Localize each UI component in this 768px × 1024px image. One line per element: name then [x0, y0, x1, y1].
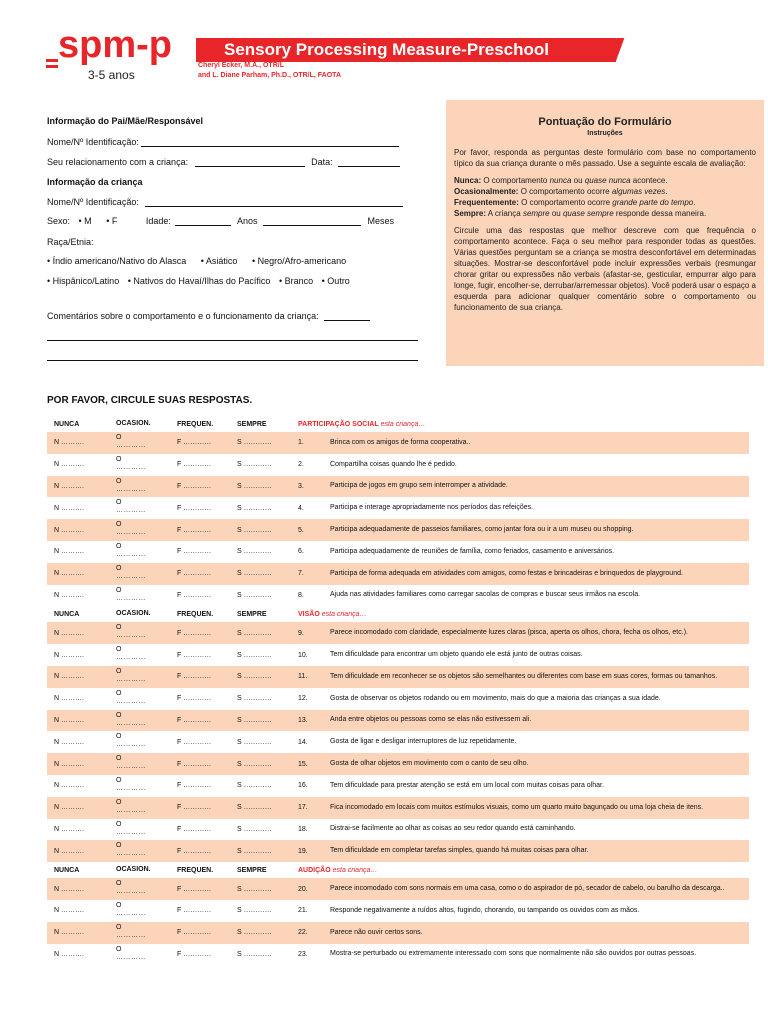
option-nunca[interactable]: N ………. [54, 629, 84, 637]
child-name-label: Nome/Nº Identificação: [47, 197, 139, 207]
option-ocasion[interactable]: O ………… [116, 798, 146, 814]
comments-row [47, 311, 370, 321]
option-ocasion[interactable]: O ………… [116, 499, 146, 515]
option-frequen[interactable]: F ………… [177, 825, 212, 833]
option-frequen[interactable]: F ………… [177, 629, 212, 637]
race-option-native-american[interactable]: • Índio americano/Nativo do Alasca [47, 256, 187, 266]
instructions-subtitle: Instruções [587, 130, 623, 137]
option-frequen[interactable]: F ………… [177, 504, 212, 512]
col-frequen: FREQUEN. [177, 610, 214, 618]
race-option-white[interactable]: • Branco [278, 276, 314, 286]
option-ocasion[interactable]: O ………… [116, 521, 146, 537]
col-ocasion: OCASION. [116, 420, 151, 427]
sex-label: Sexo: [47, 216, 71, 226]
option-frequen[interactable]: F ………… [177, 782, 212, 790]
option-frequen[interactable]: F ………… [177, 439, 212, 447]
option-nunca[interactable]: N ………. [54, 782, 84, 790]
option-frequen[interactable]: F ………… [177, 804, 212, 812]
option-sempre[interactable]: S ………… [237, 738, 272, 746]
instructions-intro: Por favor, responda as perguntas deste formulário com base no comportamento típico da sua criança durante o mês passado. Use a seguinte escala de avaliação: [454, 148, 756, 168]
logo-text: spm-p [58, 24, 172, 66]
option-ocasion[interactable]: O ………… [116, 564, 146, 580]
child-name-row [47, 197, 403, 207]
race-option-other[interactable]: • Outro [321, 276, 350, 286]
option-ocasion[interactable]: O ………… [116, 667, 146, 683]
comments-field-1[interactable] [324, 311, 370, 321]
section-header [47, 606, 749, 622]
option-frequen[interactable]: F ………… [177, 570, 212, 578]
option-nunca[interactable]: N ………. [54, 847, 84, 855]
option-frequen[interactable]: F ………… [177, 591, 212, 599]
option-frequen[interactable]: F ………… [177, 548, 212, 556]
option-nunca[interactable]: N ………. [54, 760, 84, 768]
option-nunca[interactable]: N ………. [54, 651, 84, 659]
scale-never: Nunca: O comportamento nunca ou quase nunca acontece. [454, 176, 668, 185]
option-sempre[interactable]: S ………… [237, 804, 272, 812]
item-text: Gosta de olhar objetos em movimento com o canto de seu olho. [330, 760, 529, 768]
item-number: 3. [298, 482, 304, 490]
relation-label: Seu relacionamento com a criança: [47, 157, 189, 167]
option-sempre[interactable]: S ………… [237, 695, 272, 703]
circle-responses-heading: POR FAVOR, CIRCULE SUAS RESPOSTAS. [47, 395, 253, 406]
months-label: Meses [367, 216, 394, 226]
option-ocasion[interactable]: O ………… [116, 711, 146, 727]
option-ocasion[interactable]: O ………… [116, 776, 146, 792]
option-frequen[interactable]: F ………… [177, 760, 212, 768]
age-years-field[interactable] [175, 216, 231, 226]
option-ocasion[interactable]: O ………… [116, 477, 146, 493]
section-header [47, 416, 749, 432]
table-row [47, 622, 749, 644]
option-sempre[interactable]: S ………… [237, 716, 272, 724]
option-nunca[interactable]: N ………. [54, 804, 84, 812]
table-row [47, 666, 749, 688]
item-text: Participa adequadamente de reuniões de família, como feriados, casamento e aniversários. [330, 547, 615, 555]
relation-row [47, 157, 400, 167]
race-row-1 [47, 256, 346, 266]
item-number: 18. [298, 825, 308, 833]
col-nunca: NUNCA [54, 610, 80, 618]
authors-line-2: and L. Diane Parham, Ph.D., OTR/L, FAOTA [198, 72, 341, 79]
item-text: Responde negativamente a ruídos altos, fugindo, chorando, ou tampando os ouvidos com as mãos. [330, 906, 640, 914]
race-label: Raça/Etnia: [47, 237, 94, 247]
item-number: 20. [298, 885, 308, 893]
item-text: Tem dificuldade para prestar atenção se está em um local com muitas coisas para olhar. [330, 781, 604, 789]
option-frequen[interactable]: F ………… [177, 695, 212, 703]
option-nunca[interactable]: N ………. [54, 885, 84, 893]
item-number: 4. [298, 504, 304, 512]
item-number: 10. [298, 651, 308, 659]
option-ocasion[interactable]: O ………… [116, 733, 146, 749]
item-number: 21. [298, 907, 308, 915]
comments-field-2[interactable] [47, 340, 418, 341]
col-sempre: SEMPRE [237, 420, 267, 428]
item-number: 11. [298, 673, 308, 681]
item-number: 13. [298, 716, 308, 724]
years-label: Anos [236, 216, 258, 226]
option-sempre[interactable]: S ………… [237, 526, 272, 534]
instructions-panel [446, 100, 764, 366]
item-number: 15. [298, 760, 308, 768]
option-sempre[interactable]: S ………… [237, 439, 272, 447]
item-text: Tem dificuldade em completar tarefas simples, quando há muitas coisas para olhar. [330, 847, 589, 855]
item-number: 8. [298, 591, 304, 599]
option-sempre[interactable]: S ………… [237, 885, 272, 893]
col-sempre: SEMPRE [237, 610, 267, 618]
parent-name-label: Nome/Nº Identificação: [47, 137, 139, 147]
item-text: Gosta de ligar e desligar interruptores de luz repetidamente. [330, 738, 517, 746]
table-row [47, 476, 749, 498]
table-row [47, 519, 749, 541]
option-sempre[interactable]: S ………… [237, 760, 272, 768]
option-nunca[interactable]: N ………. [54, 482, 84, 490]
option-sempre[interactable]: S ………… [237, 907, 272, 915]
child-name-field[interactable] [145, 197, 403, 207]
option-frequen[interactable]: F ………… [177, 482, 212, 490]
option-ocasion[interactable]: O ………… [116, 842, 146, 858]
child-heading: Informação da criança [47, 177, 143, 187]
table-row [47, 688, 749, 710]
option-ocasion[interactable]: O ………… [116, 945, 146, 961]
option-sempre[interactable]: S ………… [237, 651, 272, 659]
option-sempre[interactable]: S ………… [237, 504, 272, 512]
col-ocasion: OCASION. [116, 866, 151, 874]
sex-f-option[interactable]: • F [106, 216, 118, 226]
logo [44, 26, 172, 64]
option-ocasion[interactable]: O ………… [116, 901, 146, 917]
table-row [47, 710, 749, 732]
item-number: 23. [298, 950, 308, 958]
table-row [47, 900, 749, 922]
sex-age-row [47, 216, 394, 226]
option-ocasion[interactable]: O ………… [116, 689, 146, 705]
option-nunca[interactable]: N ………. [54, 825, 84, 833]
race-option-pacific[interactable]: • Nativos do Havaí/Ilhas do Pacífico [127, 276, 271, 286]
item-number: 7. [298, 570, 304, 578]
response-table [47, 416, 749, 965]
option-sempre[interactable]: S ………… [237, 673, 272, 681]
option-ocasion[interactable]: O ………… [116, 624, 146, 640]
race-option-asian[interactable]: • Asiático [200, 256, 238, 266]
option-ocasion[interactable]: O ………… [116, 820, 146, 836]
item-text: Ajuda nas atividades familiares como carregar sacolas de compras e buscar seus irmãos na escola. [330, 591, 641, 599]
option-ocasion[interactable]: O ………… [116, 542, 146, 558]
item-number: 2. [298, 461, 304, 469]
option-sempre[interactable]: S ………… [237, 548, 272, 556]
option-nunca[interactable]: N ………. [54, 504, 84, 512]
item-text: Tem dificuldade em reconhecer se os objetos são semelhantes ou diferentes com base em suas cores, formas ou tamanhos. [330, 672, 718, 680]
age-months-field[interactable] [263, 216, 361, 226]
form-title: Sensory Processing Measure-Preschool [196, 38, 616, 62]
table-row [47, 775, 749, 797]
table-row [47, 644, 749, 666]
col-frequen: FREQUEN. [177, 420, 214, 428]
col-ocasion: OCASION. [116, 610, 151, 618]
scale-frequently: Frequentemente: O comportamento ocorre grande parte do tempo. [454, 198, 696, 207]
parent-heading: Informação do Pai/Mãe/Responsável [47, 116, 204, 126]
table-row [47, 432, 749, 454]
scale-always: Sempre: A criança sempre ou quase sempre responde dessa maneira. [454, 209, 707, 218]
item-number: 5. [298, 526, 304, 534]
table-row [47, 454, 749, 476]
table-row [47, 563, 749, 585]
item-text: Participa de jogos em grupo sem interromper a atividade. [330, 482, 508, 490]
section-title: AUDIÇÃO esta criança… [298, 866, 378, 874]
instructions-title: Pontuação do Formulário [538, 116, 672, 128]
race-option-black[interactable]: • Negro/Afro-americano [251, 256, 347, 266]
item-text: Participa de forma adequada em atividades com amigos, como festas e brincadeiras e brinquedos de playground. [330, 569, 683, 577]
option-nunca[interactable]: N ………. [54, 929, 84, 937]
parent-name-field[interactable] [141, 137, 399, 147]
logo-mark [46, 59, 58, 62]
option-frequen[interactable]: F ………… [177, 461, 212, 469]
item-number: 19. [298, 847, 308, 855]
date-label: Data: [311, 157, 333, 167]
item-text: Gosta de observar os objetos rodando ou em movimento, mais do que a maioria das crianças a sua idade. [330, 694, 661, 702]
option-nunca[interactable]: N ………. [54, 716, 84, 724]
option-nunca[interactable]: N ………. [54, 461, 84, 469]
option-sempre[interactable]: S ………… [237, 950, 272, 958]
option-frequen[interactable]: F ………… [177, 716, 212, 724]
option-frequen[interactable]: F ………… [177, 907, 212, 915]
option-frequen[interactable]: F ………… [177, 950, 212, 958]
table-row [47, 922, 749, 944]
table-row [47, 840, 749, 862]
item-text: Parece incomodado com sons normais em uma casa, como o do aspirador de pó, secador de cabelo, ou barulho da descarga.. [330, 885, 725, 893]
authors [198, 61, 341, 81]
item-text: Mostra-se perturbado ou extremamente interessado com sons que normalmente não são ouvidos por outras pessoas. [330, 950, 697, 958]
col-nunca: NUNCA [54, 866, 80, 874]
relation-field[interactable] [195, 157, 305, 167]
option-frequen[interactable]: F ………… [177, 673, 212, 681]
table-row [47, 541, 749, 563]
table-row [47, 585, 749, 607]
item-text: Anda entre objetos ou pessoas como se elas não estivessem ali. [330, 716, 532, 724]
option-nunca[interactable]: N ………. [54, 950, 84, 958]
sex-m-option[interactable]: • M [78, 216, 92, 226]
item-number: 1. [298, 439, 304, 447]
option-ocasion[interactable]: O ………… [116, 434, 146, 449]
race-option-hispanic[interactable]: • Hispânico/Latino [47, 276, 120, 286]
comments-label: Comentários sobre o comportamento e o funcionamento da criança: [47, 311, 319, 321]
option-sempre[interactable]: S ………… [237, 591, 272, 599]
table-row [47, 731, 749, 753]
option-frequen[interactable]: F ………… [177, 847, 212, 855]
age-label: Idade: [145, 216, 171, 226]
option-ocasion[interactable]: O ………… [116, 923, 146, 939]
option-frequen[interactable]: F ………… [177, 526, 212, 534]
option-sempre[interactable]: S ………… [237, 570, 272, 578]
option-frequen[interactable]: F ………… [177, 885, 212, 893]
item-text: Compartilha coisas quando lhe é pedido. [330, 460, 457, 468]
option-nunca[interactable]: N ………. [54, 439, 84, 447]
option-nunca[interactable]: N ………. [54, 570, 84, 578]
item-number: 17. [298, 804, 308, 812]
option-nunca[interactable]: N ………. [54, 591, 84, 599]
col-sempre: SEMPRE [237, 866, 267, 874]
option-sempre[interactable]: S ………… [237, 825, 272, 833]
item-number: 9. [298, 629, 304, 637]
table-row [47, 944, 749, 966]
option-frequen[interactable]: F ………… [177, 929, 212, 937]
option-sempre[interactable]: S ………… [237, 482, 272, 490]
item-number: 14. [298, 738, 308, 746]
option-nunca[interactable]: N ………. [54, 738, 84, 746]
item-text: Brinca com os amigos de forma cooperativa.. [330, 438, 471, 446]
option-nunca[interactable]: N ………. [54, 673, 84, 681]
option-sempre[interactable]: S ………… [237, 847, 272, 855]
option-ocasion[interactable]: O ………… [116, 586, 146, 602]
item-number: 22. [298, 929, 308, 937]
section-title: PARTICIPAÇÃO SOCIAL esta criança… [298, 420, 426, 428]
table-row [47, 753, 749, 775]
table-row [47, 819, 749, 841]
item-text: Distrai-se facilmente ao olhar as coisas ao seu redor quando está caminhando. [330, 825, 576, 833]
table-row [47, 497, 749, 519]
option-ocasion[interactable]: O ………… [116, 755, 146, 771]
option-sempre[interactable]: S ………… [237, 929, 272, 937]
item-text: Fica incomodado em locais com muitos estímulos visuais, como um quarto muito bagunçado ou uma loja cheia de itens. [330, 803, 704, 811]
section-header [47, 862, 749, 878]
option-nunca[interactable]: N ………. [54, 695, 84, 703]
rating-scale [454, 175, 756, 219]
item-text: Parece incomodado com claridade, especialmente luzes claras (pisca, aperta os olhos, chora, fecha os olhos, etc.). [330, 629, 688, 637]
table-row [47, 797, 749, 819]
item-number: 16. [298, 782, 308, 790]
option-ocasion[interactable]: O ………… [116, 455, 146, 471]
comments-field-3[interactable] [47, 360, 418, 361]
option-nunca[interactable]: N ………. [54, 548, 84, 556]
item-number: 12. [298, 695, 308, 703]
option-nunca[interactable]: N ………. [54, 907, 84, 915]
instructions-detail: Circule uma das respostas que melhor descreve com que frequência o comportamento acontece. Faça o seu melhor para responder todas as questões. Várias questões perguntam se a criança se mostra desconfortável em determinadas situações. Mostrar-se desconfortável pode incluir expressões verbais (resmungar chorar gritar ou expressões não verbais (afastar-se, gesticular, empurrar algo para longe, fugir, encolher-se, derrubar/arremessar objetos). Você poderá usar o espaço a esquerda para adicionar qualquer comentário sobre o comportamento ou funcionamento de sua criança. [454, 226, 756, 312]
item-text: Participa adequadamente de passeios familiares, como jantar fora ou ir a um museu ou shopping. [330, 526, 634, 534]
authors-line-1: Cheryl Ecker, M.A., OTR/L [198, 62, 284, 69]
option-ocasion[interactable]: O ………… [116, 646, 146, 662]
option-sempre[interactable]: S ………… [237, 629, 272, 637]
scale-occasionally: Ocasionalmente: O comportamento ocorre algumas vezes. [454, 187, 668, 196]
section-title: VISÃO esta criança… [298, 610, 367, 618]
age-range: 3-5 anos [88, 68, 135, 82]
item-number: 6. [298, 548, 304, 556]
item-text: Participa e interage apropriadamente nos períodos das refeições. [330, 504, 534, 512]
option-frequen[interactable]: F ………… [177, 651, 212, 659]
option-sempre[interactable]: S ………… [237, 782, 272, 790]
option-frequen[interactable]: F ………… [177, 738, 212, 746]
item-text: Tem dificuldade para encontrar um objeto quando ele está junto de outras coisas. [330, 651, 583, 659]
col-frequen: FREQUEN. [177, 866, 214, 874]
option-nunca[interactable]: N ………. [54, 526, 84, 534]
item-text: Parece não ouvir certos sons. [330, 928, 423, 936]
table-row [47, 878, 749, 900]
option-ocasion[interactable]: O ………… [116, 880, 146, 896]
race-row-2 [47, 276, 350, 286]
parent-name-row [47, 137, 399, 147]
col-nunca: NUNCA [54, 420, 80, 428]
option-sempre[interactable]: S ………… [237, 461, 272, 469]
date-field[interactable] [338, 157, 400, 167]
